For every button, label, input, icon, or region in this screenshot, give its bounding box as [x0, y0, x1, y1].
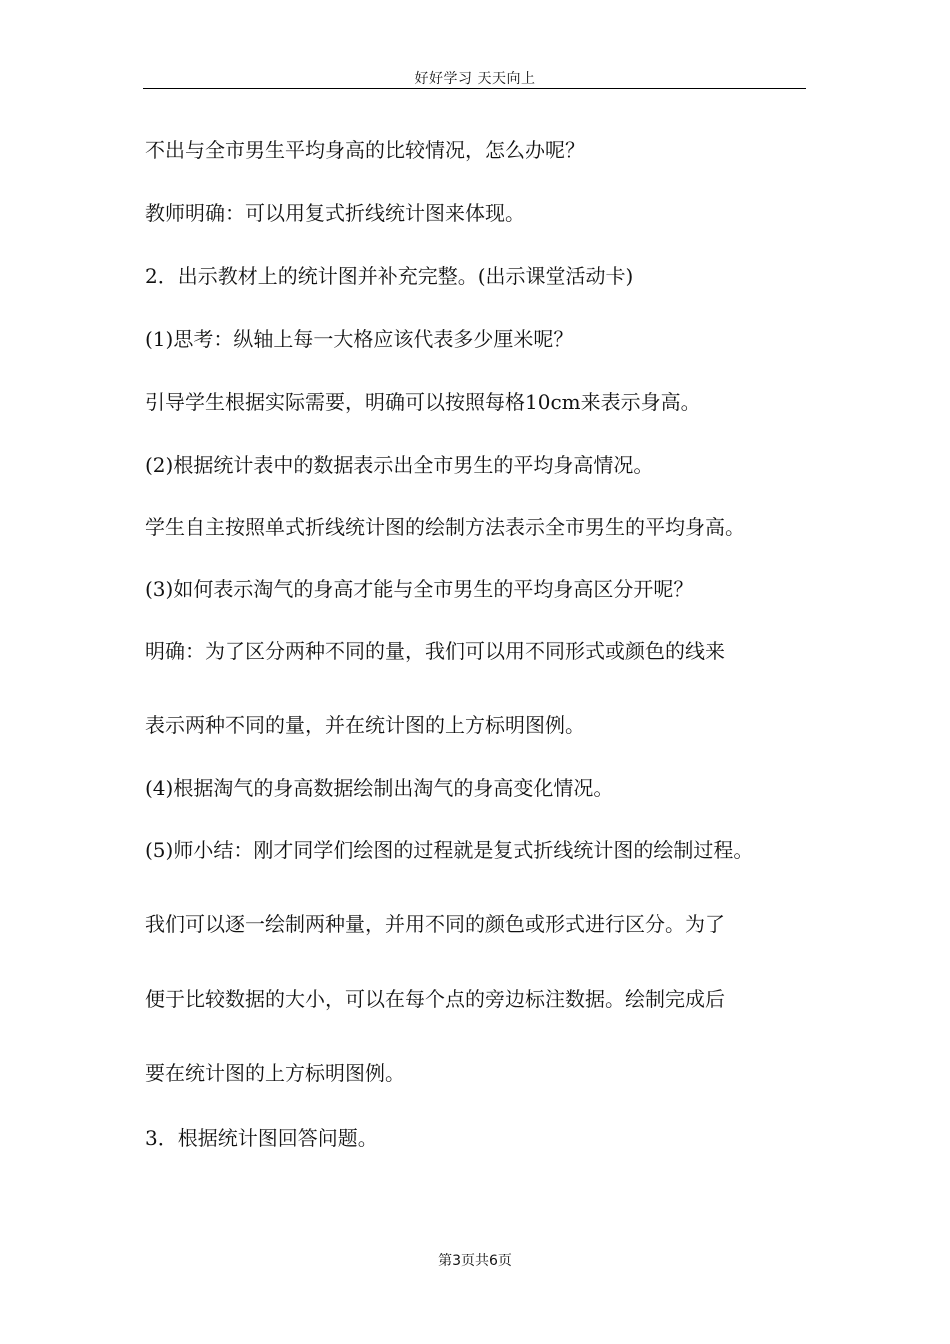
- body-line: 不出与全市男生平均身高的比较情况，怎么办呢？: [145, 138, 585, 162]
- body-line: (3)如何表示淘气的身高才能与全市男生的平均身高区分开呢？: [145, 577, 694, 601]
- body-line: (1)思考：纵轴上每一大格应该代表多少厘米呢？: [145, 327, 574, 351]
- body-line: (2)根据统计表中的数据表示出全市男生的平均身高情况。: [145, 453, 654, 477]
- body-line: 3．根据统计图回答问题。: [145, 1126, 378, 1150]
- body-line: 2．出示教材上的统计图并补充完整。(出示课堂活动卡): [145, 264, 634, 288]
- header-title: 好好学习 天天向上: [414, 71, 536, 87]
- body-line: 要在统计图的上方标明图例。: [145, 1061, 405, 1085]
- body-line: 学生自主按照单式折线统计图的绘制方法表示全市男生的平均身高。: [145, 515, 745, 539]
- body-line: 便于比较数据的大小，可以在每个点的旁边标注数据。绘制完成后: [145, 987, 725, 1011]
- body-line: 教师明确：可以用复式折线统计图来体现。: [145, 201, 525, 225]
- body-line: 我们可以逐一绘制两种量，并用不同的颜色或形式进行区分。为了: [145, 912, 725, 936]
- body-line: 明确：为了区分两种不同的量，我们可以用不同形式或颜色的线来: [145, 639, 725, 663]
- header-divider: [143, 88, 806, 89]
- body-line: (4)根据淘气的身高数据绘制出淘气的身高变化情况。: [145, 776, 614, 800]
- body-line: 引导学生根据实际需要，明确可以按照每格10cm来表示身高。: [145, 390, 701, 414]
- page-number: 第3页共6页: [438, 1253, 512, 1269]
- body-line: (5)师小结：刚才同学们绘图的过程就是复式折线统计图的绘制过程。: [145, 838, 754, 862]
- body-line: 表示两种不同的量，并在统计图的上方标明图例。: [145, 713, 585, 737]
